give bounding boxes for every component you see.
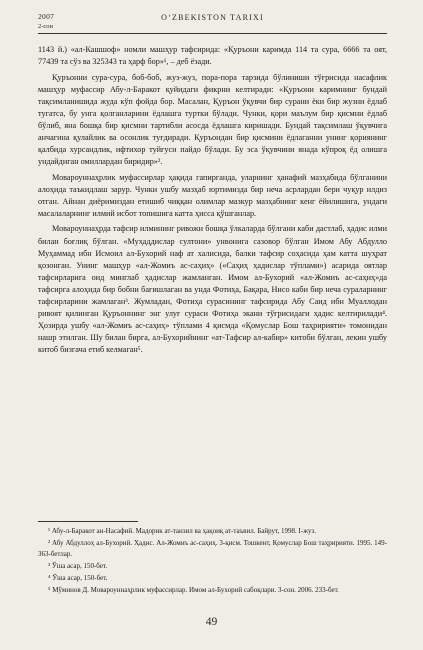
footnote: ³ Ўша асар, 150-бет. — [48, 561, 108, 570]
article-body — [38, 44, 387, 360]
header-year: 2007 — [38, 12, 55, 21]
header-issue: 2-сон — [38, 23, 54, 30]
footnote: ¹ Абу-л-Баракот ан-Насафий. Мадорик ат-танзил ва ҳақоиқ ат-таъвил. Байрут, 1998. I-жуз. — [48, 527, 317, 535]
paragraph: Мовароуннаҳрлик муфассирлар ҳақида гапирганда, уларнинг ҳанафий мазҳабида бўлганини алоҳида таъкидлаш зарур. Чунки ушбу мазҳаб юртимизда бир неча асрлардан бери чуқур илдиз отган. Айнан диёримиздан етишиб чиққан олимлар мазкур мазҳабнинг кенг ёйилишига, ундаги масалаларнинг илмий исбот топишига катта ҳисса қўшганлар. — [38, 172, 387, 218]
page-number: 49 — [205, 616, 218, 628]
paragraph: Мовароуннаҳрда тафсир илмининг ривожи бошқа ўлкаларда бўлгани каби дастлаб, ҳадис илми билан боғлиқ бўлган. «Муҳаддислар султони» унвонига сазовор бўлган Имом Абу Абдулло Муҳаммад ибн Исмоил ал-Бухорий наф ат халисида, балки тафсир соҳасида ҳам катта шуҳрат қозонган. Унинг машҳур «ал-Жомиъ ас-саҳиҳ» («Саҳиҳ ҳадислар тўплами») асарида оятлар тафсирларига оид минглаб ҳадислар жамланган. Имом ал-Бухорий «ал-Жомиъ ас-саҳиҳ»да тафсирга алоҳида бир бобни бағишлаган ва унда Фотиҳа, Бақара, Нисо каби бир неча сураларнинг тафсирларини жамлаган³. Жумладан, Фотиҳа сурасининг тафсирида Абу Саид ибн Муаллодан ривоят қилинган Қуръоннинг энг улуғ сураси Фотиҳа экани тўғрисидаги ҳадис келтирилади⁴. Ҳозирда ушбу «ал-Жомиъ ас-саҳиҳ» тўплами 4 қисмда «Қомуслар Бош таҳририяти» томонидан нашр этилган. Шу билан бирга, ал-Бухорийнинг «ат-Тафсир ал-кабир» китоби бўлган, лекин ушбу китоб бизгача етиб келмаган⁵. — [38, 224, 387, 355]
running-header — [38, 12, 387, 40]
paragraph: 1143 й.) «ал-Кашшоф» номли машҳур тафсирида: «Қуръони каримда 114 та сура, 6666 та оят, 77439 та сўз ва 325343 та ҳарф бор»¹, – деб ёзади. — [38, 45, 387, 67]
footnote: ⁵ Мўминов Д. Мовароуннаҳрлик муфассирлар. Имом ал-Бухорий сабоқлари. 3-сон. 2006. 233-бет. — [48, 585, 339, 594]
footnote-divider — [38, 521, 138, 522]
footnotes — [38, 526, 387, 597]
journal-title: O‘ZBEKISTON TARIXI — [161, 13, 264, 22]
footnote: ⁴ Ўша асар, 150-бет. — [48, 573, 108, 582]
paragraph: Қуръонни сура-сура, боб-боб, жуз-жуз, пора-пора тарзида бўлиниши тўғрисида насафлик машҳур муфассир Абу-л-Баракот қуйидаги фикрни келтиради: «Қуръони каримнинг бундай тақсимланишида жуда кўп фойда бор. Масалан, Қуръон ўқувчи бир сурани ёки бир жузни ёдлаб тугатса, бу унга қолганларини ёдлашга туртки бўлади. Чунки, қори маълум бир қисмни ёдлаб бўлиб, яна бошқа бир қисмни тартибли асосда ёдлашга киришади. Бундай тақсимлаш ўқувчига анчагина қулайлик ва осонлик туғдиради. Қуръондан бир қисмини ёдлаганни унинг қориянинг қалбида хурсандлик, ифтихор туйғуси пайдо бўлади. Бу эса ўқувчини янада кўпроқ ёд олишга ундайдиган омиллардан биридир»². — [38, 72, 387, 167]
header-divider — [38, 33, 387, 34]
footnote: ² Абу Абдуллоҳ ал-Бухорий. Ҳадис. Ал-Жомиъ ас-саҳиҳ. 3-қисм. Тошкент, Қомуслар Бош таҳририяти. 1995. 149-363-бетлар. — [38, 539, 387, 558]
